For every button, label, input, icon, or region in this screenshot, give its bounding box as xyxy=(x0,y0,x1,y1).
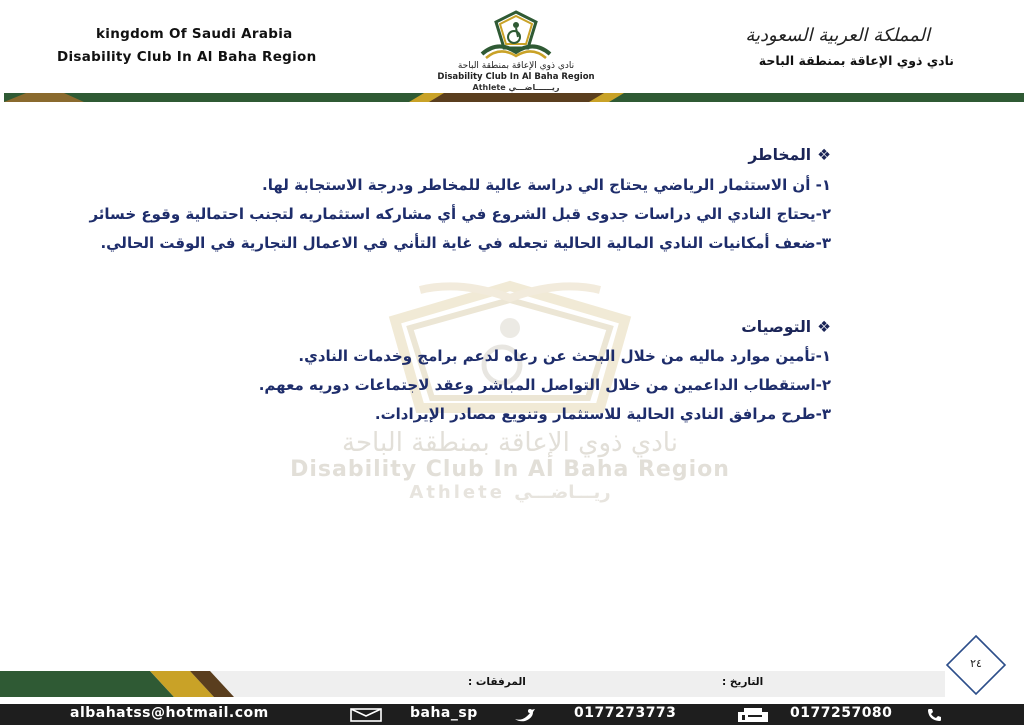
recommendations-title: التوصيات xyxy=(741,318,812,336)
recommendation-item-2: ٢-استقطاب الداعمين من خلال التواصل المباشر وعقد لاجتماعات دوريه معهم. xyxy=(258,376,831,394)
header-club-ar: نادي ذوي الإعاقة بمنطقة الباحة xyxy=(758,53,954,68)
envelope-icon xyxy=(350,708,382,722)
logo-name-en: Disability Club In Al Baha Region xyxy=(437,72,595,82)
phone-number[interactable]: 0177257080 xyxy=(790,705,893,721)
recommendations-heading xyxy=(741,318,831,336)
email-address[interactable]: albahatss@hotmail.com xyxy=(70,705,269,721)
watermark-subtitle: Athlete ريـــاضـــي xyxy=(409,482,611,503)
attachments-label: المرفقات : xyxy=(468,676,526,688)
watermark-name-ar: نادي ذوي الإعاقة بمنطقة الباحة xyxy=(342,428,678,458)
header-country-en: kingdom Of Saudi Arabia xyxy=(96,26,293,42)
recommendation-item-3: ٣-طرح مرافق النادي الحالية للاستثمار وتنويع مصادر الإيرادات. xyxy=(374,405,831,423)
watermark-name-en: Disability Club In Al Baha Region xyxy=(290,457,730,482)
diamond-bullet-icon: ❖ xyxy=(817,146,831,164)
risk-item-2: ٢-يحتاج النادي الي دراسات جدوى قبل الشروع في أي مشاركه استثماريه لتجنب احتمالية وقوع خسائر xyxy=(89,205,831,223)
risk-item-3: ٣-ضعف أمكانيات النادي المالية الحالية تجعله في غاية التأني في الاعمال التجارية في الوقت الحالي. xyxy=(100,234,831,252)
recommendation-item-1: ١-تأمين موارد ماليه من خلال البحث عن رعاه لدعم برامج وخدمات النادي. xyxy=(298,347,831,365)
letterhead xyxy=(0,0,1024,105)
header-club-en: Disability Club In Al Baha Region xyxy=(57,49,317,65)
club-emblem-icon xyxy=(468,10,564,60)
logo-name-ar: نادي ذوي الإعاقة بمنطقة الباحة xyxy=(457,61,575,71)
date-label: التاريخ : xyxy=(722,676,764,688)
twitter-bird-icon xyxy=(513,708,537,722)
risks-title: المخاطر xyxy=(748,146,812,164)
header-country-ar: المملكة العربية السعودية xyxy=(745,25,930,46)
contact-bar xyxy=(0,704,1024,725)
diamond-bullet-icon: ❖ xyxy=(817,318,831,336)
club-logo xyxy=(418,10,614,92)
risks-heading xyxy=(748,146,831,164)
logo-subtitle: Athlete ريــــــاضـــي xyxy=(472,83,560,92)
page-number: ٢٤ xyxy=(970,657,982,670)
phone-icon xyxy=(926,708,942,722)
twitter-handle[interactable]: baha_sp xyxy=(410,705,478,721)
fax-icon xyxy=(736,708,770,723)
header-color-band xyxy=(4,93,1024,102)
fax-number[interactable]: 0177273773 xyxy=(574,705,677,721)
risk-item-1: ١- أن الاستثمار الرياضي يحتاج الي دراسة عالية للمخاطر ودرجة الاستجابة لها. xyxy=(262,176,831,194)
